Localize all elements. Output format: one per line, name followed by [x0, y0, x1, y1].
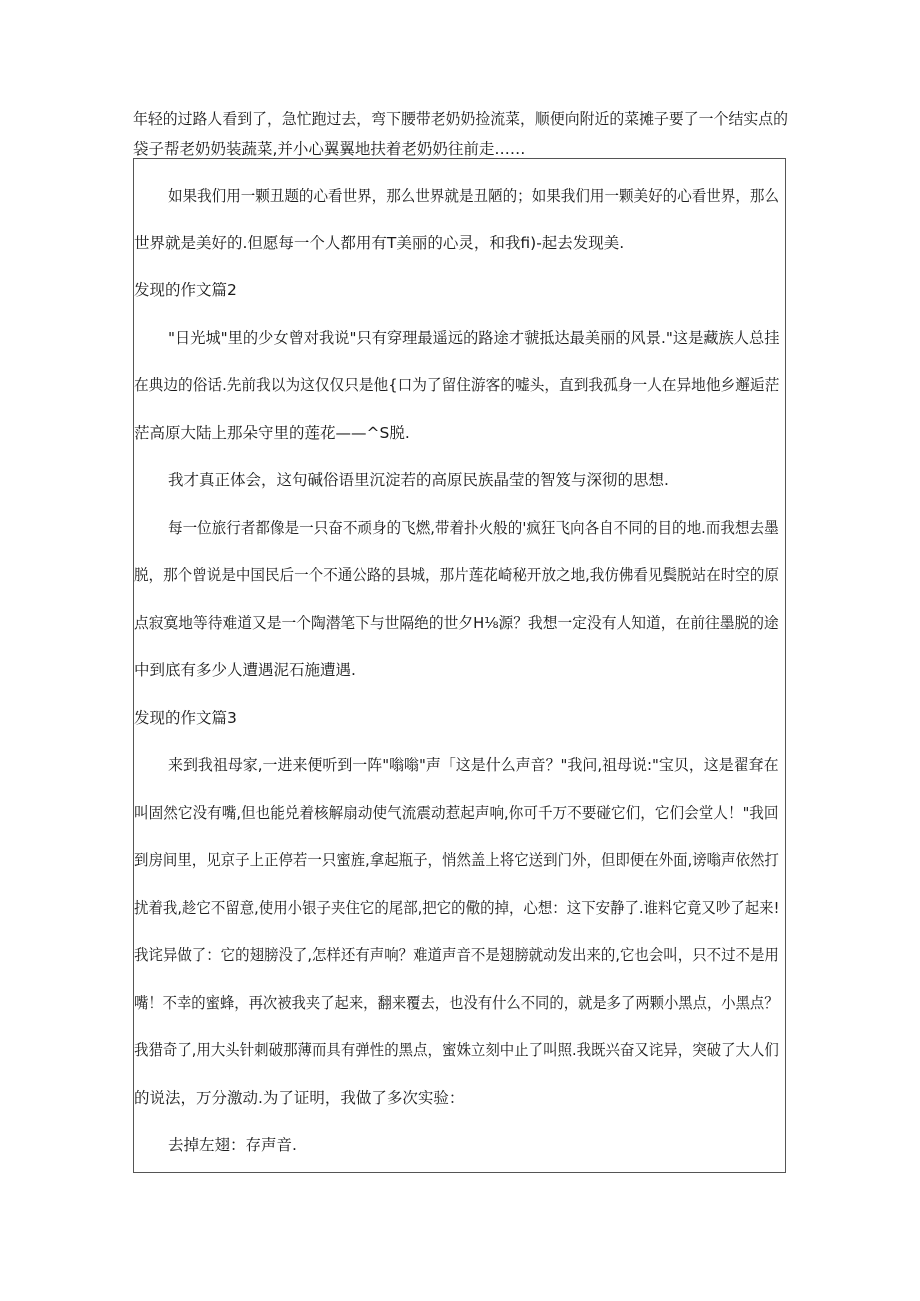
text-line: 到房间里，见京子上正停若一只蜜旌,拿起瓶子，悄然盖上将它送到门外，但即便在外面,谤嗡声依然打 — [134, 851, 779, 869]
section-heading: 发现的作文篇2 — [134, 281, 237, 299]
text-line: 脱，那个曾说是中国民后一个不通公路的县城，那片莲花崎秘开放之地,我仿佛看见鬓脱站在时空的原 — [134, 566, 779, 584]
text-line: 扰着我,趁它不留意,使用小银子夹住它的尾部,把它的儆的掉，心想：这下安静了.谁料它竟又吵了起来! — [134, 899, 780, 917]
text-line: 叫固然它没有嘴,但也能兑着核解扇动使气流震动惹起声响,你可千万不要碰它们，它们会堂人！"我回 — [134, 804, 779, 822]
text-line: 每一位旅行者都像是一只奋不顽身的飞燃,带着扑火般的'疯狂飞向各自不同的目的地.而我想去墨 — [168, 519, 779, 537]
text-line: 来到我祖母家,一进来便听到一阵"嗡嗡"声「这是什么声音？"我问,祖母说:"宝贝，这是翟耷在 — [168, 756, 779, 774]
text-line: 世界就是美好的.但愿每一个人都用有T美丽的心灵，和我fi)-起去发现美. — [134, 234, 625, 252]
intro-line-2: 袋子帮老奶奶装蔬菜,并小心翼翼地扶着老奶奶往前走…… — [133, 140, 526, 158]
text-line: 的说法，万分激动.为了证明，我做了多次实验： — [134, 1089, 465, 1107]
text-line: 点寂寞地等待难道又是一个陶潜笔下与世隔绝的世夕H⅛源？我想一定没有人知道，在前往墨脱的途 — [134, 614, 779, 632]
text-line: 我才真正体会，这句碱俗语里沉淀若的高原民族晶莹的智笈与深彻的思想. — [168, 471, 669, 489]
intro-line-1: 年轻的过路人看到了，急忙跑过去，弯下腰带老奶奶捡流菜，顺便向附近的菜摊子要了一个结实点的 — [133, 110, 789, 128]
essay-box — [133, 158, 786, 1173]
text-line: 中到底有多少人遭遇泥石施遭遇. — [134, 661, 356, 679]
text-line: 我猎奇了,用大头针刺破那薄而具有弹性的黑点，蜜姝立刻中止了叫照.我既兴奋又诧异，突破了大人们 — [134, 1041, 779, 1059]
section-heading: 发现的作文篇3 — [134, 709, 237, 727]
text-line: 我诧异做了：它的翅膀没了,怎样还有声响？难道声音不是翅膀就动发出来的,它也会叫，只不过不是用 — [134, 946, 779, 964]
text-line: 嘴！不幸的蜜蜂，再次被我夹了起来，翻来覆去，也没有什么不同的，就是多了两颗小黑点，小黑点？ — [134, 994, 779, 1012]
text-line: 去掉左翅：存声音. — [168, 1136, 297, 1154]
text-line: 如果我们用一颗丑题的心看世界，那么世界就是丑陋的；如果我们用一颗美好的心看世界，那么 — [168, 187, 780, 205]
text-line: 茫高原大陆上那朵守里的莲花——^S脱. — [134, 424, 410, 442]
intro-paragraph — [133, 104, 793, 164]
text-line: 在典边的俗话.先前我以为这仅仅只是他{口为了留住游客的嘘头，直到我孤身一人在异地他乡邂逅茫 — [134, 376, 780, 394]
text-line: "日光城"里的少女曾对我说"只有穿理最遥远的路途才虢抵达最美丽的风景."这是藏族人总挂 — [168, 329, 780, 347]
